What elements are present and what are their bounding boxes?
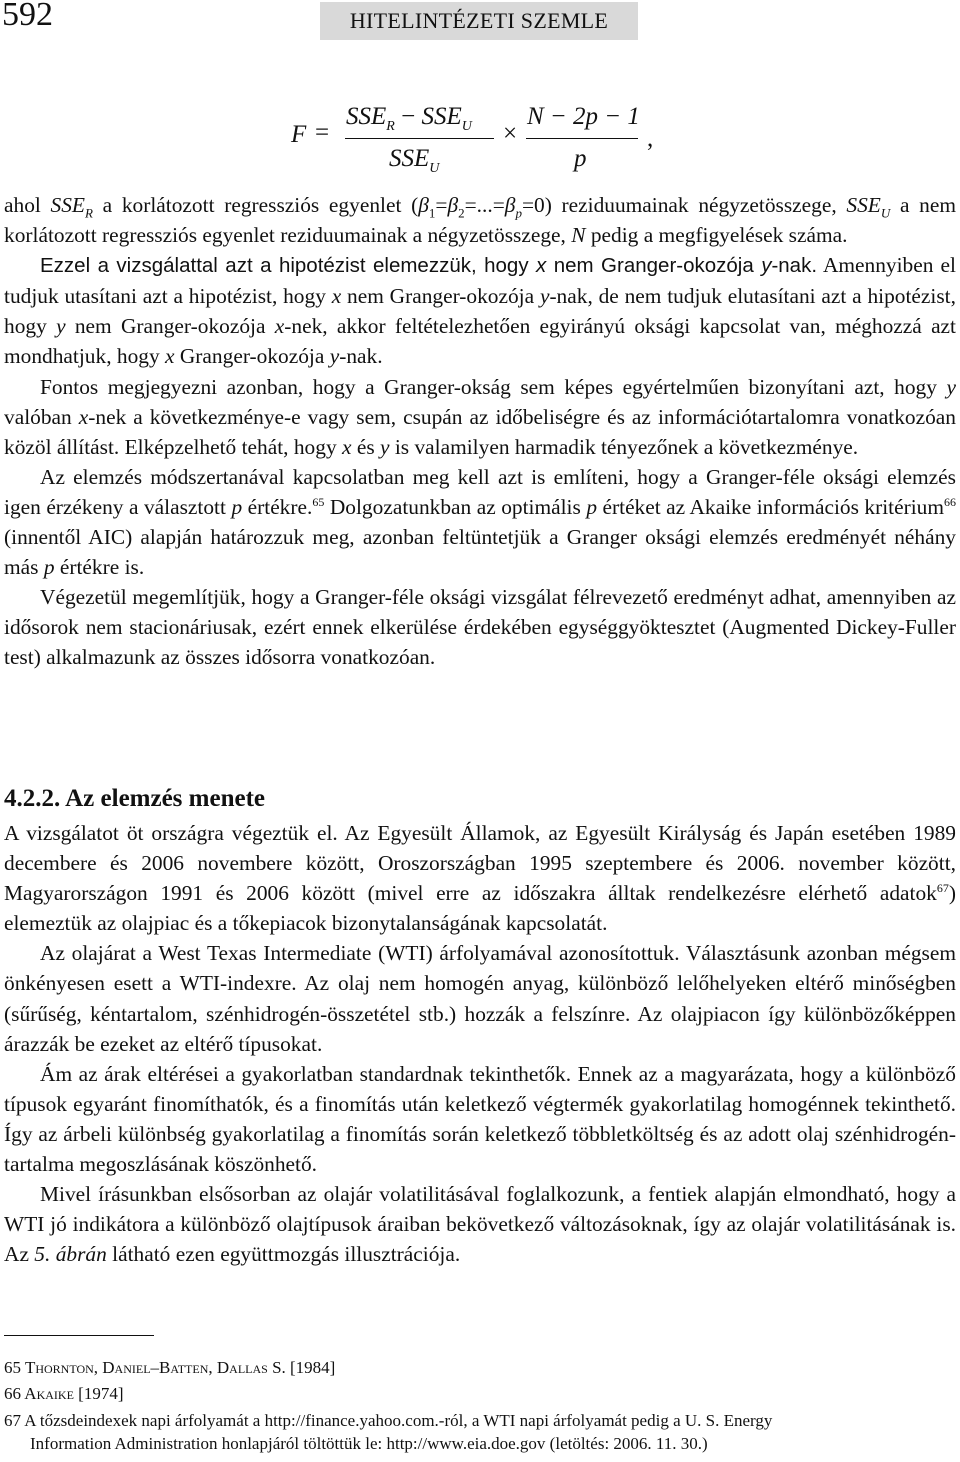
paragraph-volatility: Mivel írásunkban elsősorban az olajár volatilitásával foglalkozunk, a fentiek alapján elmondható, hogy a WTI jó indikátora a különböző olajtípusok áraiban bekövetkező változásoknak, így az olajár volatilitásának is. Az 5. ábrán látható ezen együttmozgás illusztrációja. (4, 1182, 956, 1267)
paragraph-wti: Az olajárat a West Texas Intermediate (WTI) árfolyamával azonosítottuk. Választásunk azonban mégsem önkényesen esett a WTI-indexre. Az olaj nem homogén anyag, különböző lelőhelyeken eltérő minőségben (sűrűség, kéntartalom, szénhidrogén-összetétel stb.) hozzák a felszínre. Az olajpiacon így különbözőképpen árazzák be ezeket az eltérő típusokat. (4, 941, 956, 1056)
section-heading: 4.2.2. Az elemzés menete (4, 785, 265, 812)
footnote-ref-65[interactable]: 65 (312, 494, 325, 509)
footnote-66: 66 Akaike [1974] (4, 1384, 124, 1403)
formula-equals: = (315, 119, 330, 146)
figure-reference[interactable]: 5. ábrán (34, 1242, 107, 1267)
journal-title: HITELINTÉZETI SZEMLE (320, 2, 638, 40)
formula-numerator-2: N − 2p − 1 (527, 103, 640, 130)
paragraph-price-differences: Ám az árak eltérései a gyakorlatban standardnak tekinthetők. Ennek az a magyarázata, hogy a különböző típusok egyaránt finomíthatók, és a finomítás után keletkező végtermék gyakorlatilag homogénnek tekinthető. Így az árbeli különbség gyakorlatilag a finomítás során keletkező többletköltség és az adott olaj szénhidrogén-tartalma megoszlásának köszönhető. (4, 1061, 956, 1177)
paragraph-methodology: Az elemzés módszertanával kapcsolatban meg kell azt is említeni, hogy a Granger-féle oksági elemzés igen érzékeny a választott p értékre.$^{65}$ Dolgozatunkban az optimális p értéket az Akaike információs kritérium$^{66}$ (innentől AIC) alapján határozzuk meg, azonban feltüntetjük a Granger oksági elemzés eredményét néhány más p értékre is. (4, 464, 956, 580)
footnote-67-line-2: Information Administration honlapjáról töltöttük le: http://www.eia.doe.gov (letöltés: 2006. 11. 30.) (30, 1434, 708, 1453)
formula-denominator-1: $SSE_U$ (389, 145, 440, 176)
footnote-67-line-1: 67 A tőzsdeindexek napi árfolyamát a http://finance.yahoo.com.-ról, a WTI napi árfolyamát pedig a U. S. Energy (4, 1411, 773, 1430)
formula-comma: , (647, 125, 654, 152)
formula-lhs: F (291, 121, 307, 148)
paragraph-hypothesis: Ezzel a vizsgálattal azt a hipotézist elemezzük, hogy x nem Granger-okozója y-nak. Amennyiben el tudjuk utasítani azt a hipotézist, hogy x nem Granger-okozója y-nak, de nem tudjuk elutasítani azt a hipotézist, hogy y nem Granger-okozója x-nek, akkor feltételezhetően egyirányú oksági kapcsolat van, méghozzá azt mondhatjuk, hogy x Granger-okozója y-nak. (4, 253, 956, 369)
body-text (4, 190, 956, 673)
footnote-67 (4, 1409, 956, 1455)
formula-denominator-2: p (574, 145, 587, 172)
paragraph-countries: A vizsgálatot öt országra végeztük el. Az Egyesült Államok, az Egyesült Királyság és Japán esetében 1989 decembere és 2006 novembere között, Oroszországban 1995 szeptembere és 2006. november között, Magyarországon 1991 és 2006 között (mivel erre az időszakra álltak rendelkezésre elérhető adatok$^{67}$) elemeztük az olajpiac és a tőkepiacok bizonytalanságának kapcsolatát. (4, 821, 956, 936)
footnote-ref-66[interactable]: 66 (944, 494, 956, 509)
footnote-divider (4, 1335, 154, 1336)
footnote-65: 65 Thornton, Daniel–Batten, Dallas S. [1984] (4, 1358, 336, 1377)
paragraph-causality-note: Fontos megjegyezni azonban, hogy a Granger-okság sem képes egyértelműen bizonyítani azt, hogy y valóban x-nek a következménye-e vagy sem, csupán az időbeliségre és az információtartalomra vonatkozóan közöl állítást. Elképzelhető tehát, hogy x és y is valamilyen harmadik tényezőnek a következménye. (4, 374, 957, 459)
paragraph-stationarity: Végezetül megemlítjük, hogy a Granger-féle oksági vizsgálat félrevezető eredményt adhat, amennyiben az idősorok nem stacionáriusak, ezért ennek elkerülése érdekében egységgyöktesztet (Augmented Dickey-Fuller test) alkalmazunk az összes idősorra vonatkozóan. (4, 585, 956, 670)
formula-times: × (503, 120, 518, 147)
fraction-bar-2 (526, 138, 638, 139)
f-statistic-formula (291, 103, 671, 176)
fraction-bar-1 (345, 138, 494, 139)
section-body (4, 818, 956, 1269)
page-number: 592 (2, 0, 53, 33)
footnote-ref-67[interactable]: 67 (936, 881, 949, 896)
formula-numerator-1: $SSE_R - SSE_U$ (346, 103, 472, 134)
paragraph-definitions: ahol $SSE_R$ a korlátozott regressziós egyenlet $(\beta_1=\beta_2=...=\beta_p=0)$ reziduumainak négyzetösszege, $SSE_U$ a nem korlátozott regressziós egyenlet reziduumainak a négyzetösszege, N pedig a megfigyelések száma. (4, 193, 956, 248)
